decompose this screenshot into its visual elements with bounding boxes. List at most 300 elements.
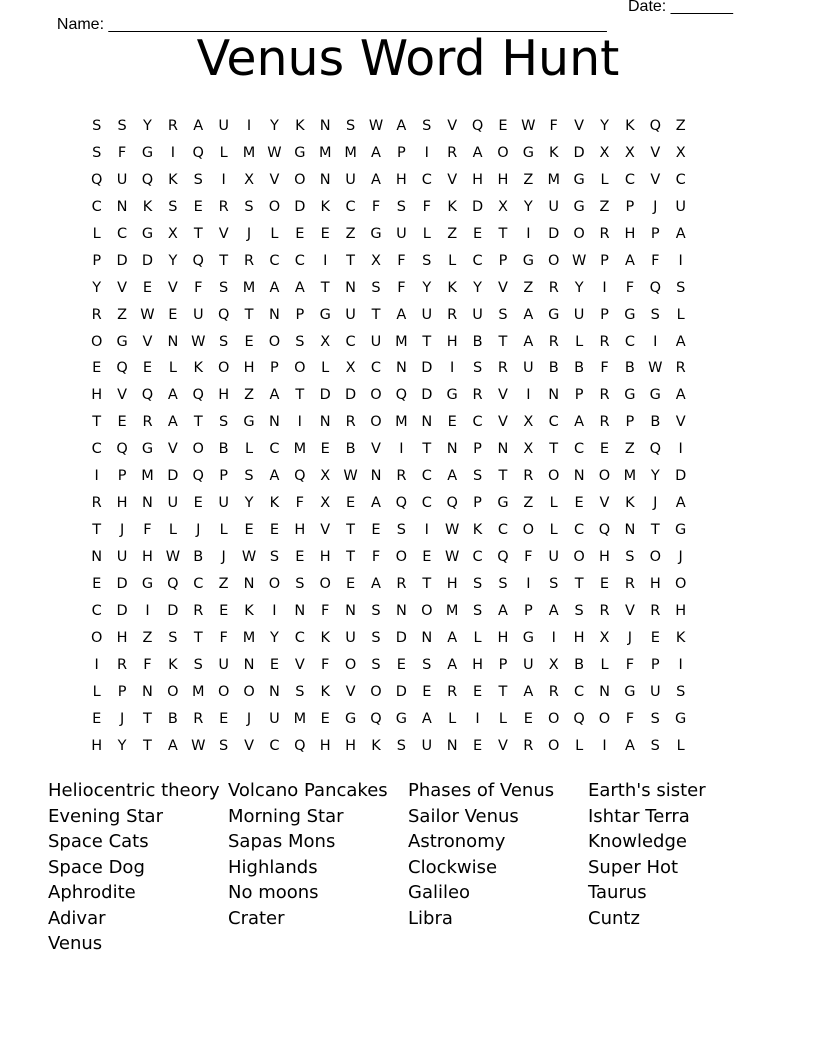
grid-letter[interactable]: A <box>548 602 559 619</box>
grid-letter[interactable]: O <box>90 629 103 646</box>
grid-letter[interactable]: T <box>422 441 432 458</box>
grid-letter[interactable]: E <box>269 656 280 673</box>
grid-letter[interactable]: X <box>167 225 178 242</box>
grid-letter[interactable]: I <box>399 441 404 458</box>
grid-letter[interactable]: L <box>448 710 457 727</box>
grid-letter[interactable]: R <box>675 360 686 377</box>
grid-letter[interactable]: E <box>295 549 305 565</box>
grid-letter[interactable]: R <box>548 683 559 700</box>
grid-letter[interactable]: P <box>219 468 229 485</box>
grid-letter[interactable]: X <box>371 252 381 269</box>
grid-letter[interactable]: H <box>218 387 230 404</box>
grid-letter[interactable]: K <box>675 629 686 646</box>
grid-letter[interactable]: V <box>371 441 381 458</box>
grid-letter[interactable]: N <box>269 414 280 431</box>
grid-letter[interactable]: Q <box>116 360 128 377</box>
grid-letter[interactable]: P <box>600 252 609 269</box>
grid-letter[interactable]: L <box>168 360 177 377</box>
grid-letter[interactable]: J <box>119 710 125 727</box>
grid-letter[interactable]: V <box>447 171 458 188</box>
grid-letter[interactable]: Q <box>649 441 661 458</box>
grid-letter[interactable]: K <box>295 118 305 134</box>
grid-letter[interactable]: Z <box>117 306 128 323</box>
grid-letter[interactable]: N <box>269 683 280 700</box>
grid-letter[interactable]: Q <box>395 387 408 404</box>
grid-letter[interactable]: V <box>294 656 305 673</box>
grid-letter[interactable]: N <box>446 441 458 458</box>
grid-letter[interactable]: F <box>625 710 635 727</box>
grid-letter[interactable]: U <box>345 629 356 646</box>
grid-letter[interactable]: R <box>497 360 508 377</box>
grid-letter[interactable]: N <box>421 414 433 431</box>
grid-letter[interactable]: R <box>244 252 255 269</box>
grid-letter[interactable]: R <box>599 414 610 431</box>
grid-letter[interactable]: N <box>370 468 382 485</box>
grid-letter[interactable]: O <box>217 683 230 700</box>
grid-letter[interactable]: K <box>193 360 204 377</box>
grid-letter[interactable]: R <box>599 333 610 350</box>
grid-letter[interactable]: O <box>192 441 204 458</box>
grid-letter[interactable]: E <box>117 414 127 431</box>
grid-letter[interactable]: A <box>269 468 280 485</box>
grid-letter[interactable]: G <box>522 252 534 269</box>
grid-letter[interactable]: M <box>445 602 459 619</box>
grid-letter[interactable]: C <box>574 441 585 458</box>
grid-letter[interactable]: A <box>396 306 407 323</box>
grid-letter[interactable]: T <box>92 522 102 539</box>
grid-letter[interactable]: E <box>92 360 102 377</box>
grid-letter[interactable]: C <box>370 360 382 377</box>
grid-letter[interactable]: T <box>320 279 330 296</box>
grid-letter[interactable]: A <box>193 118 204 134</box>
grid-letter[interactable]: S <box>498 575 508 592</box>
grid-letter[interactable]: A <box>167 737 178 754</box>
grid-letter[interactable]: I <box>272 602 277 619</box>
grid-letter[interactable]: U <box>548 549 560 565</box>
grid-letter[interactable]: E <box>193 495 203 512</box>
grid-letter[interactable]: X <box>624 144 635 161</box>
grid-letter[interactable]: P <box>498 656 508 673</box>
grid-letter[interactable]: E <box>599 575 610 592</box>
grid-letter[interactable]: W <box>140 306 155 323</box>
grid-letter[interactable]: W <box>444 522 460 539</box>
grid-letter[interactable]: C <box>345 333 356 350</box>
grid-letter[interactable]: H <box>243 360 255 377</box>
grid-letter[interactable]: P <box>600 306 609 323</box>
grid-letter[interactable]: K <box>625 118 635 134</box>
grid-letter[interactable]: A <box>371 144 381 161</box>
grid-letter[interactable]: Q <box>141 171 154 188</box>
grid-letter[interactable]: F <box>549 118 558 134</box>
grid-letter[interactable]: T <box>92 414 102 431</box>
grid-letter[interactable]: O <box>598 468 611 485</box>
grid-letter[interactable]: E <box>422 683 432 700</box>
grid-letter[interactable]: S <box>244 198 254 215</box>
grid-letter[interactable]: U <box>116 171 128 188</box>
grid-letter[interactable]: S <box>472 360 483 377</box>
grid-letter[interactable]: I <box>94 656 99 673</box>
grid-letter[interactable]: O <box>421 602 433 619</box>
grid-letter[interactable]: A <box>447 656 458 673</box>
grid-letter[interactable]: V <box>599 495 610 512</box>
grid-letter[interactable]: S <box>193 656 203 673</box>
grid-letter[interactable]: H <box>345 737 357 754</box>
grid-letter[interactable]: G <box>497 495 509 512</box>
grid-letter[interactable]: V <box>574 118 585 134</box>
grid-letter[interactable]: N <box>395 360 407 377</box>
grid-letter[interactable]: D <box>116 602 128 619</box>
grid-letter[interactable]: H <box>472 171 483 188</box>
grid-letter[interactable]: N <box>497 441 509 458</box>
grid-letter[interactable]: T <box>193 629 203 646</box>
grid-letter[interactable]: I <box>602 737 607 754</box>
grid-letter[interactable]: U <box>167 495 179 512</box>
grid-letter[interactable]: S <box>168 629 178 646</box>
grid-letter[interactable]: S <box>422 252 432 269</box>
grid-letter[interactable]: D <box>395 629 407 646</box>
grid-letter[interactable]: M <box>242 144 256 161</box>
grid-letter[interactable]: N <box>116 198 128 215</box>
grid-letter[interactable]: Z <box>599 198 610 215</box>
grid-letter[interactable]: F <box>625 656 635 673</box>
grid-letter[interactable]: G <box>141 225 154 242</box>
grid-letter[interactable]: J <box>627 629 633 646</box>
grid-letter[interactable]: L <box>575 333 584 350</box>
grid-letter[interactable]: E <box>574 495 584 512</box>
grid-letter[interactable]: I <box>145 602 150 619</box>
grid-letter[interactable]: D <box>141 252 154 269</box>
grid-letter[interactable]: O <box>243 683 255 700</box>
grid-letter[interactable]: T <box>143 710 152 727</box>
grid-letter[interactable]: C <box>294 629 305 646</box>
grid-letter[interactable]: A <box>371 495 381 512</box>
grid-letter[interactable]: X <box>675 144 686 161</box>
grid-letter[interactable]: Y <box>523 198 533 215</box>
grid-letter[interactable]: A <box>371 171 381 188</box>
grid-letter[interactable]: J <box>653 495 658 512</box>
grid-letter[interactable]: F <box>422 198 431 215</box>
grid-letter[interactable]: N <box>319 414 331 431</box>
grid-letter[interactable]: N <box>319 171 331 188</box>
grid-letter[interactable]: N <box>573 468 585 485</box>
grid-letter[interactable]: X <box>345 360 356 377</box>
grid-letter[interactable]: Z <box>523 279 534 296</box>
grid-letter[interactable]: K <box>269 495 280 512</box>
grid-letter[interactable]: D <box>421 360 433 377</box>
grid-letter[interactable]: M <box>344 144 357 161</box>
grid-letter[interactable]: A <box>523 333 534 350</box>
grid-letter[interactable]: G <box>141 575 154 592</box>
grid-letter[interactable]: K <box>168 171 178 188</box>
grid-letter[interactable]: I <box>246 118 252 134</box>
grid-letter[interactable]: Y <box>168 252 178 269</box>
grid-letter[interactable]: R <box>624 575 635 592</box>
grid-letter[interactable]: N <box>294 602 306 619</box>
grid-letter[interactable]: J <box>246 710 252 727</box>
grid-letter[interactable]: Z <box>523 495 534 512</box>
grid-letter[interactable]: G <box>344 710 357 727</box>
grid-letter[interactable]: H <box>142 549 153 565</box>
grid-letter[interactable]: W <box>648 360 663 377</box>
grid-letter[interactable]: O <box>573 225 585 242</box>
grid-letter[interactable]: I <box>653 333 658 350</box>
grid-letter[interactable]: L <box>219 144 228 161</box>
grid-letter[interactable]: C <box>421 171 432 188</box>
grid-letter[interactable]: K <box>168 656 178 673</box>
grid-letter[interactable]: X <box>320 333 331 350</box>
grid-letter[interactable]: E <box>346 495 356 512</box>
grid-letter[interactable]: S <box>396 737 406 754</box>
grid-letter[interactable]: O <box>548 710 560 727</box>
grid-letter[interactable]: U <box>573 306 585 323</box>
grid-letter[interactable]: V <box>497 737 508 754</box>
grid-letter[interactable]: O <box>319 575 331 592</box>
grid-letter[interactable]: H <box>446 333 458 350</box>
grid-letter[interactable]: M <box>192 683 205 700</box>
grid-letter[interactable]: R <box>523 737 534 754</box>
grid-letter[interactable]: Q <box>116 441 128 458</box>
grid-letter[interactable]: P <box>270 360 279 377</box>
grid-letter[interactable]: Z <box>244 387 254 404</box>
grid-letter[interactable]: L <box>422 225 431 242</box>
grid-letter[interactable]: B <box>167 710 178 727</box>
grid-letter[interactable]: W <box>241 549 257 565</box>
grid-letter[interactable]: V <box>650 171 661 188</box>
grid-letter[interactable]: D <box>675 468 687 485</box>
grid-letter[interactable]: N <box>446 737 458 754</box>
grid-letter[interactable]: D <box>395 683 407 700</box>
grid-letter[interactable]: K <box>548 144 559 161</box>
grid-letter[interactable]: H <box>319 549 331 565</box>
grid-letter[interactable]: T <box>193 414 203 431</box>
grid-letter[interactable]: A <box>523 683 534 700</box>
grid-letter[interactable]: O <box>497 144 509 161</box>
grid-letter[interactable]: E <box>523 710 533 727</box>
grid-letter[interactable]: K <box>472 522 483 539</box>
grid-letter[interactable]: H <box>472 656 483 673</box>
grid-letter[interactable]: T <box>244 306 254 323</box>
grid-letter[interactable]: K <box>625 495 635 512</box>
grid-letter[interactable]: S <box>219 737 229 754</box>
grid-letter[interactable]: N <box>548 387 560 404</box>
grid-letter[interactable]: D <box>116 252 128 269</box>
grid-letter[interactable]: G <box>319 306 331 323</box>
grid-letter[interactable]: C <box>193 575 204 592</box>
grid-letter[interactable]: S <box>422 656 432 673</box>
grid-letter[interactable]: S <box>295 683 305 700</box>
grid-letter[interactable]: L <box>92 683 101 700</box>
grid-letter[interactable]: I <box>424 144 429 161</box>
grid-letter[interactable]: I <box>678 441 683 458</box>
grid-letter[interactable]: S <box>193 171 203 188</box>
grid-letter[interactable]: K <box>371 737 381 754</box>
grid-letter[interactable]: S <box>117 118 127 134</box>
grid-letter[interactable]: O <box>395 549 408 565</box>
grid-letter[interactable]: N <box>395 602 407 619</box>
grid-letter[interactable]: O <box>217 360 230 377</box>
grid-letter[interactable]: O <box>370 683 382 700</box>
grid-letter[interactable]: H <box>395 171 407 188</box>
grid-letter[interactable]: H <box>573 629 585 646</box>
grid-letter[interactable]: E <box>472 225 483 242</box>
grid-letter[interactable]: V <box>624 602 635 619</box>
grid-letter[interactable]: B <box>624 360 635 377</box>
grid-letter[interactable]: X <box>523 441 534 458</box>
grid-letter[interactable]: I <box>526 225 531 242</box>
grid-letter[interactable]: S <box>498 306 508 323</box>
grid-letter[interactable]: F <box>143 656 152 673</box>
grid-letter[interactable]: A <box>574 414 585 431</box>
grid-letter[interactable]: C <box>91 602 102 619</box>
grid-letter[interactable]: E <box>92 575 102 592</box>
grid-letter[interactable]: F <box>143 522 152 539</box>
grid-letter[interactable]: L <box>168 522 177 539</box>
grid-letter[interactable]: Q <box>192 387 204 404</box>
grid-letter[interactable]: R <box>599 225 610 242</box>
grid-letter[interactable]: Y <box>244 495 254 512</box>
grid-letter[interactable]: L <box>219 522 228 539</box>
grid-letter[interactable]: A <box>371 575 381 592</box>
grid-letter[interactable]: S <box>269 549 280 565</box>
grid-letter[interactable]: I <box>602 279 607 296</box>
grid-letter[interactable]: Y <box>422 279 432 296</box>
grid-letter[interactable]: W <box>521 118 536 134</box>
grid-letter[interactable]: T <box>498 468 508 485</box>
grid-letter[interactable]: R <box>599 602 610 619</box>
grid-letter[interactable]: L <box>321 360 330 377</box>
grid-letter[interactable]: C <box>574 683 585 700</box>
grid-letter[interactable]: U <box>472 306 483 323</box>
grid-letter[interactable]: S <box>92 144 102 161</box>
grid-letter[interactable]: C <box>675 171 686 188</box>
grid-letter[interactable]: U <box>345 171 356 188</box>
grid-letter[interactable]: U <box>396 225 407 242</box>
grid-letter[interactable]: L <box>498 710 507 727</box>
grid-letter[interactable]: C <box>574 522 585 539</box>
grid-letter[interactable]: U <box>345 306 356 323</box>
grid-letter[interactable]: K <box>320 198 330 215</box>
grid-letter[interactable]: T <box>219 252 229 269</box>
grid-letter[interactable]: A <box>447 629 458 646</box>
grid-letter[interactable]: E <box>244 333 254 350</box>
grid-letter[interactable]: L <box>676 306 685 323</box>
grid-letter[interactable]: Q <box>192 252 204 269</box>
grid-letter[interactable]: I <box>551 629 556 646</box>
grid-letter[interactable]: T <box>143 737 152 754</box>
grid-letter[interactable]: E <box>599 441 610 458</box>
grid-letter[interactable]: S <box>472 468 483 485</box>
grid-letter[interactable]: D <box>116 575 128 592</box>
grid-letter[interactable]: O <box>268 575 281 592</box>
grid-letter[interactable]: Q <box>217 306 230 323</box>
grid-letter[interactable]: E <box>472 737 483 754</box>
grid-letter[interactable]: W <box>165 549 181 565</box>
grid-letter[interactable]: F <box>321 602 330 619</box>
grid-letter[interactable]: M <box>293 441 307 458</box>
grid-letter[interactable]: J <box>119 522 125 539</box>
grid-letter[interactable]: K <box>320 683 330 700</box>
grid-letter[interactable]: P <box>473 441 482 458</box>
grid-letter[interactable]: E <box>269 522 280 539</box>
grid-letter[interactable]: G <box>141 144 154 161</box>
grid-letter[interactable]: S <box>676 279 686 296</box>
grid-letter[interactable]: L <box>600 171 609 188</box>
name-field-label[interactable]: Name: ________________________________________________________ <box>56 16 607 33</box>
grid-letter[interactable]: X <box>599 629 610 646</box>
grid-letter[interactable]: O <box>674 575 687 592</box>
grid-letter[interactable]: Y <box>650 468 660 485</box>
grid-letter[interactable]: K <box>142 198 153 215</box>
grid-letter[interactable]: C <box>624 333 635 350</box>
grid-letter[interactable]: A <box>675 333 686 350</box>
grid-letter[interactable]: F <box>117 144 127 161</box>
grid-letter[interactable]: R <box>472 387 483 404</box>
grid-letter[interactable]: E <box>346 575 356 592</box>
grid-letter[interactable]: K <box>244 602 254 619</box>
grid-letter[interactable]: B <box>193 549 204 565</box>
grid-letter[interactable]: R <box>142 414 153 431</box>
grid-letter[interactable]: I <box>221 171 226 188</box>
grid-letter[interactable]: Q <box>497 549 509 565</box>
grid-letter[interactable]: F <box>371 549 381 565</box>
grid-letter[interactable]: I <box>170 144 175 161</box>
grid-letter[interactable]: Y <box>270 629 279 646</box>
grid-letter[interactable]: T <box>295 387 305 404</box>
grid-letter[interactable]: F <box>524 549 533 565</box>
grid-letter[interactable]: N <box>243 575 255 592</box>
grid-letter[interactable]: R <box>193 602 204 619</box>
grid-letter[interactable]: W <box>191 737 206 754</box>
grid-letter[interactable]: S <box>650 710 660 727</box>
grid-letter[interactable]: E <box>396 656 406 673</box>
grid-letter[interactable]: C <box>269 252 280 269</box>
grid-letter[interactable]: E <box>219 602 229 619</box>
grid-letter[interactable]: I <box>526 387 531 404</box>
grid-letter[interactable]: I <box>678 656 683 673</box>
grid-letter[interactable]: E <box>295 225 305 242</box>
grid-letter[interactable]: Y <box>270 118 279 134</box>
grid-letter[interactable]: L <box>473 629 482 646</box>
grid-letter[interactable]: Q <box>598 522 611 539</box>
grid-letter[interactable]: G <box>675 522 687 539</box>
grid-letter[interactable]: B <box>574 656 585 673</box>
grid-letter[interactable]: E <box>142 279 153 296</box>
grid-letter[interactable]: S <box>549 575 559 592</box>
grid-letter[interactable]: M <box>623 468 637 485</box>
grid-letter[interactable]: S <box>625 549 635 565</box>
grid-letter[interactable]: G <box>675 710 687 727</box>
grid-letter[interactable]: R <box>345 414 356 431</box>
grid-letter[interactable]: V <box>117 279 128 296</box>
grid-letter[interactable]: A <box>624 252 635 269</box>
grid-letter[interactable]: N <box>319 118 331 134</box>
grid-letter[interactable]: E <box>650 629 660 646</box>
grid-letter[interactable]: R <box>548 333 559 350</box>
grid-letter[interactable]: N <box>345 279 357 296</box>
grid-letter[interactable]: U <box>269 710 280 727</box>
grid-letter[interactable]: D <box>548 225 560 242</box>
grid-letter[interactable]: N <box>599 683 610 700</box>
grid-letter[interactable]: B <box>650 414 661 431</box>
grid-letter[interactable]: P <box>574 387 584 404</box>
grid-letter[interactable]: O <box>344 656 357 673</box>
grid-letter[interactable]: U <box>218 656 229 673</box>
grid-letter[interactable]: I <box>94 468 99 485</box>
grid-letter[interactable]: A <box>447 468 458 485</box>
grid-letter[interactable]: M <box>318 144 332 161</box>
grid-letter[interactable]: S <box>371 629 381 646</box>
grid-letter[interactable]: F <box>651 252 660 269</box>
